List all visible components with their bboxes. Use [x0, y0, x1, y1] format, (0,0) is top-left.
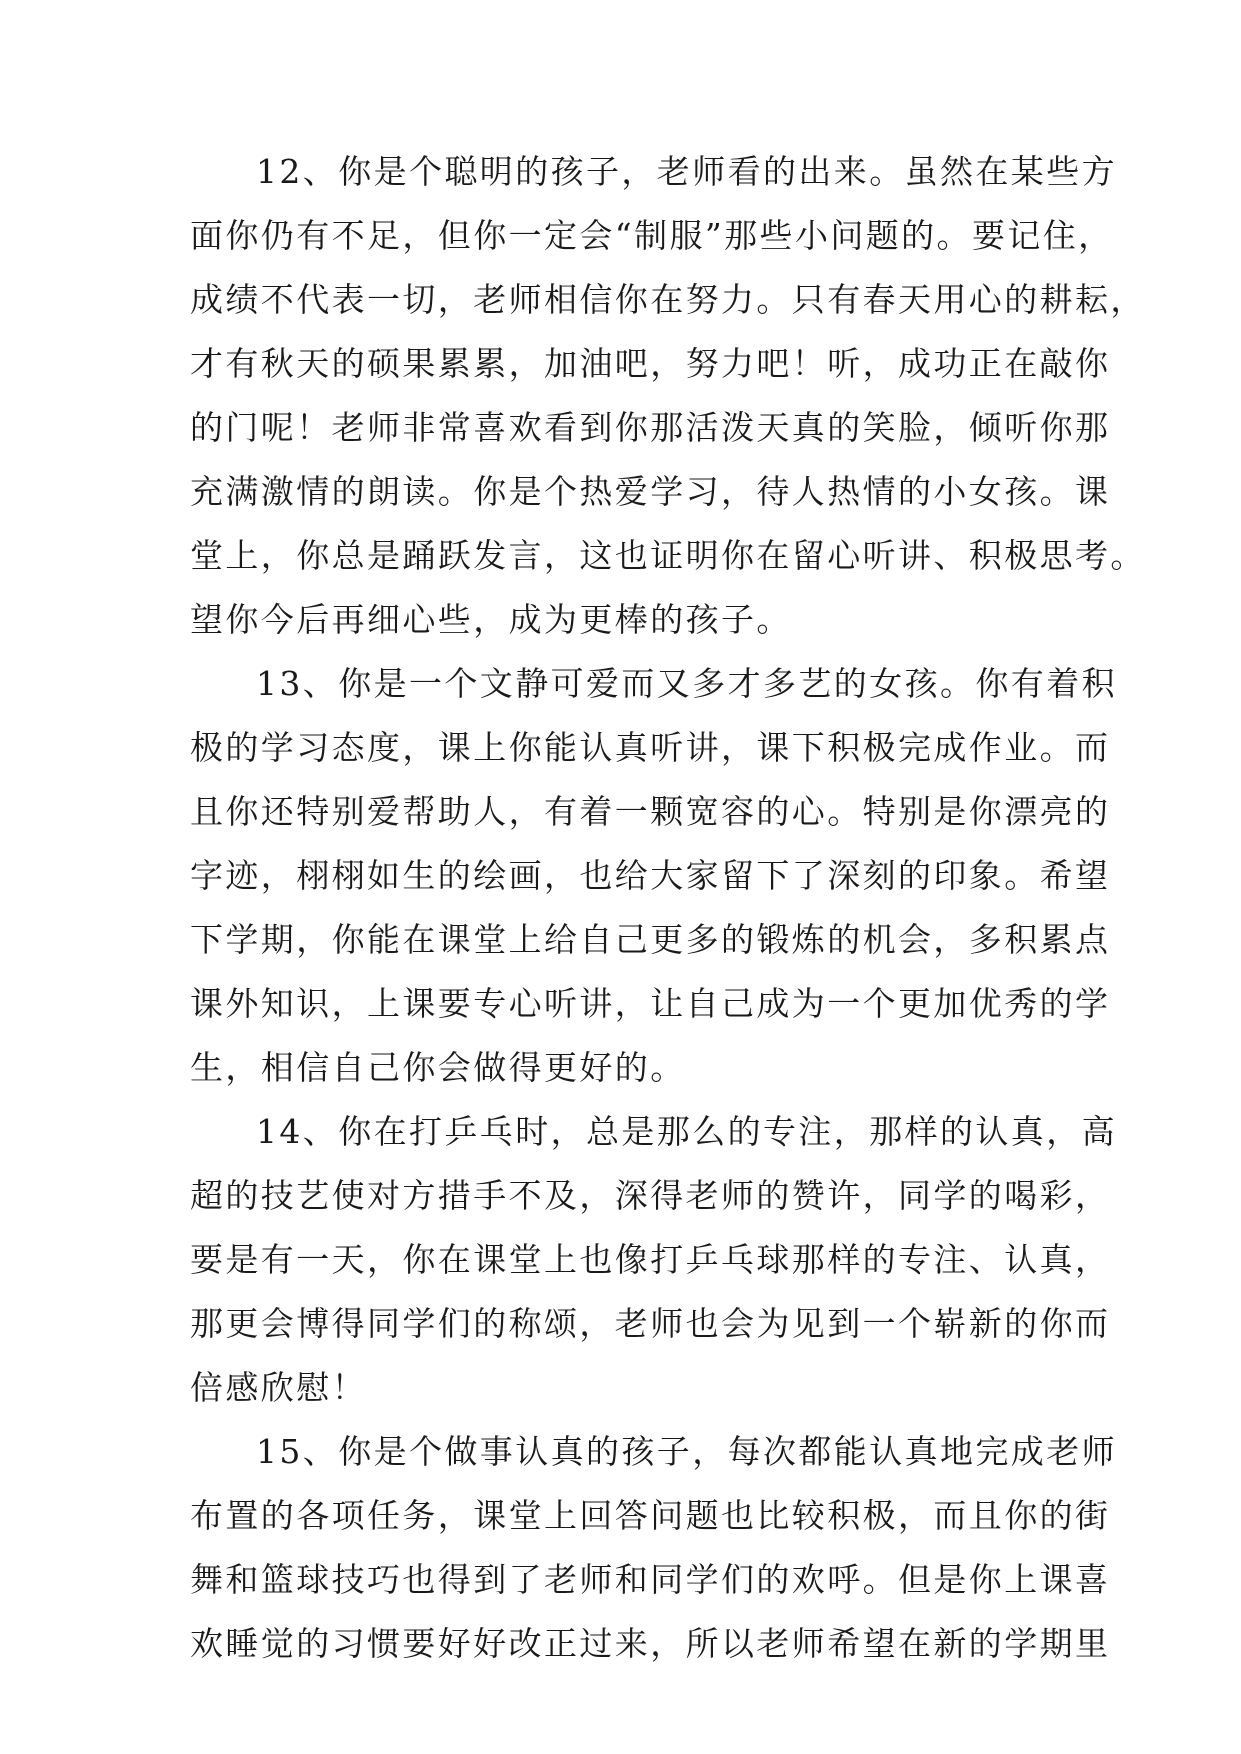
text-line: 字迹，栩栩如生的绘画，也给大家留下了深刻的印象。希望	[190, 856, 1111, 895]
text-line: 超的技艺使对方措手不及，深得老师的赞许，同学的喝彩，	[190, 1176, 1111, 1215]
text-line: 13、你是一个文静可爱而又多才多艺的女孩。你有着积	[256, 664, 1117, 703]
text-line: 生，相信自己你会做得更好的。	[190, 1048, 686, 1087]
text-line: 12、你是个聪明的孩子，老师看的出来。虽然在某些方	[256, 152, 1117, 191]
text-line: 才有秋天的硕果累累，加油吧，努力吧！听，成功正在敲你	[190, 344, 1111, 383]
text-line: 15、你是个做事认真的孩子，每次都能认真地完成老师	[256, 1432, 1117, 1471]
text-line: 望你今后再细心些，成为更棒的孩子。	[190, 600, 792, 639]
text-line: 面你仍有不足，但你一定会“制服”那些小问题的。要记住，	[190, 216, 1114, 255]
text-line: 舞和篮球技巧也得到了老师和同学们的欢呼。但是你上课喜	[190, 1560, 1111, 1599]
text-line: 布置的各项任务，课堂上回答问题也比较积极，而且你的街	[190, 1496, 1111, 1535]
text-line: 欢睡觉的习惯要好好改正过来，所以老师希望在新的学期里	[190, 1624, 1111, 1663]
text-line: 的门呢！老师非常喜欢看到你那活泼天真的笑脸，倾听你那	[190, 408, 1111, 447]
text-line: 成绩不代表一切，老师相信你在努力。只有春天用心的耕耘，	[190, 280, 1146, 319]
text-line: 极的学习态度，课上你能认真听讲，课下积极完成作业。而	[190, 728, 1111, 767]
text-line: 14、你在打乒乓时，总是那么的专注，那样的认真，高	[256, 1112, 1117, 1151]
text-line: 且你还特别爱帮助人，有着一颗宽容的心。特别是你漂亮的	[190, 792, 1111, 831]
document-body	[190, 140, 1146, 1676]
text-line: 要是有一天，你在课堂上也像打乒乓球那样的专注、认真，	[190, 1240, 1111, 1279]
text-line: 那更会博得同学们的称颂，老师也会为见到一个崭新的你而	[190, 1304, 1111, 1343]
text-line: 下学期，你能在课堂上给自己更多的锻炼的机会，多积累点	[190, 920, 1111, 959]
text-line: 倍感欣慰！	[190, 1368, 367, 1407]
text-line: 堂上，你总是踊跃发言，这也证明你在留心听讲、积极思考。	[190, 536, 1146, 575]
text-line: 课外知识，上课要专心听讲，让自己成为一个更加优秀的学	[190, 984, 1111, 1023]
text-line: 充满激情的朗读。你是个热爱学习，待人热情的小女孩。课	[190, 472, 1111, 511]
